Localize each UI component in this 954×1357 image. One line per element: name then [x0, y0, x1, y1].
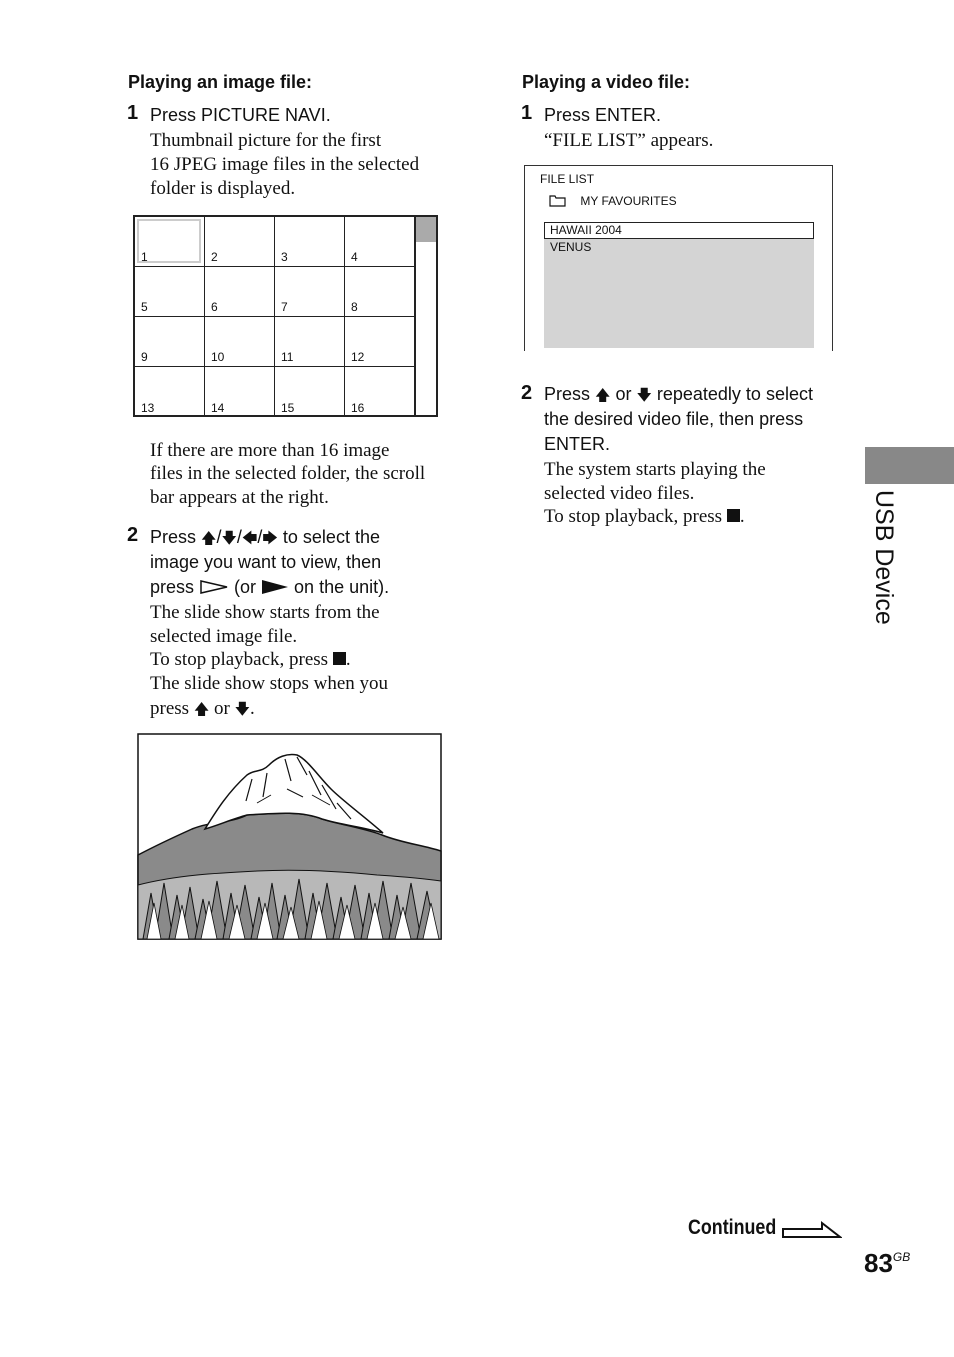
- step-body-line: selected video files.: [544, 483, 695, 504]
- up-arrow-icon: 🡅: [201, 530, 217, 547]
- thumbnail-cell[interactable]: [275, 317, 345, 367]
- continued-label: Continued: [688, 1216, 777, 1239]
- step-title: Press ENTER.: [544, 105, 662, 125]
- step-body-line: 16 JPEG image files in the selected: [150, 154, 420, 175]
- right-arrow-icon: 🡆: [262, 530, 278, 547]
- step-body-line: selected image file.: [150, 626, 298, 647]
- thumbnail-number: 16: [351, 401, 365, 415]
- step-body-line: Thumbnail picture for the first: [150, 130, 382, 151]
- folder-name: MY FAVOURITES: [580, 194, 677, 208]
- side-tab-marker: [865, 447, 954, 484]
- thumbnail-cell[interactable]: [205, 217, 275, 267]
- slideshow-mountain-image: [137, 733, 442, 940]
- section-heading-image: Playing an image file:: [128, 72, 313, 92]
- step-line: press (or on the unit).: [150, 577, 390, 597]
- thumbnail-cell[interactable]: [275, 367, 345, 417]
- step-number: 2: [521, 382, 533, 404]
- note-line: bar appears at the right.: [150, 487, 329, 508]
- thumbnail-number: 15: [281, 401, 295, 415]
- step-body-line: The slide show stops when you: [150, 673, 389, 694]
- step-number: 2: [127, 524, 139, 546]
- folder-icon: [549, 194, 567, 207]
- step-body-line: The system starts playing the: [544, 459, 766, 480]
- thumbnail-number: 5: [141, 300, 148, 314]
- stop-icon: [727, 509, 740, 522]
- step-line: Press 🡅/🡇/🡄/🡆 to select the: [150, 527, 380, 547]
- thumbnail-number: 12: [351, 350, 365, 364]
- step-number: 1: [521, 102, 533, 124]
- step-body-line: To stop playback, press .: [150, 649, 351, 670]
- thumbnail-number: 14: [211, 401, 225, 415]
- step-body-line: “FILE LIST” appears.: [544, 130, 714, 151]
- step-line: the desired video file, then press: [544, 409, 804, 429]
- thumbnail-number: 11: [281, 350, 294, 364]
- step-line: ENTER.: [544, 434, 611, 454]
- file-list-box: [544, 222, 814, 348]
- thumbnail-cell[interactable]: [345, 267, 415, 317]
- thumbnail-cell[interactable]: [135, 267, 205, 317]
- step-number: 1: [127, 102, 139, 124]
- folder-row[interactable]: [549, 194, 677, 208]
- section-heading-video: Playing a video file:: [522, 72, 691, 92]
- up-arrow-icon: 🡅: [193, 702, 210, 718]
- thumbnail-cell[interactable]: [135, 367, 205, 417]
- file-item-selected[interactable]: HAWAII 2004: [544, 222, 814, 239]
- step-body-line: press 🡅 or 🡇.: [150, 698, 255, 719]
- continued-arrow-icon: [782, 1217, 842, 1241]
- play-filled-icon: [261, 579, 289, 595]
- note-line: If there are more than 16 image: [150, 440, 390, 461]
- thumbnail-number: 7: [281, 300, 288, 314]
- thumbnail-cell[interactable]: [275, 217, 345, 267]
- file-list-title: FILE LIST: [540, 172, 595, 186]
- down-arrow-icon: 🡇: [234, 702, 250, 718]
- step-body-line: To stop playback, press .: [544, 506, 745, 527]
- scroll-thumb[interactable]: [416, 217, 436, 242]
- thumbnail-number: 4: [351, 250, 358, 264]
- thumbnail-cell[interactable]: [135, 317, 205, 367]
- left-arrow-icon: 🡄: [241, 530, 258, 547]
- play-outline-icon: [199, 579, 229, 595]
- thumbnail-number: 9: [141, 350, 148, 364]
- thumbnail-cell[interactable]: [345, 367, 415, 417]
- step-line: Press 🡅 or 🡇 repeatedly to select: [544, 384, 813, 404]
- thumbnail-cell[interactable]: [205, 367, 275, 417]
- thumbnail-cell[interactable]: [345, 217, 415, 267]
- step-body-line: folder is displayed.: [150, 178, 296, 199]
- down-arrow-icon: 🡇: [636, 387, 652, 404]
- thumbnail-number: 3: [281, 250, 288, 264]
- step-title: Press PICTURE NAVI.: [150, 105, 331, 125]
- file-list-screen: [524, 165, 833, 351]
- thumbnail-number: 8: [351, 300, 358, 314]
- down-arrow-icon: 🡇: [221, 530, 237, 547]
- thumbnail-number: 13: [141, 401, 155, 415]
- side-tab-label: USB Device: [870, 490, 898, 625]
- thumbnail-number: 2: [211, 250, 218, 264]
- thumbnail-cell[interactable]: [275, 267, 345, 317]
- file-item[interactable]: VENUS: [550, 240, 592, 254]
- thumbnail-number: 1: [141, 250, 148, 264]
- step-body-line: The slide show starts from the: [150, 602, 380, 623]
- thumbnail-number: 10: [211, 350, 225, 364]
- step-line: image you want to view, then: [150, 552, 382, 572]
- thumbnail-cell[interactable]: [205, 267, 275, 317]
- stop-icon: [333, 652, 346, 665]
- up-arrow-icon: 🡅: [595, 387, 611, 404]
- thumbnail-cell[interactable]: [135, 217, 205, 267]
- page-number: $83^{GB}$: [864, 1248, 911, 1278]
- thumbnail-cell[interactable]: [205, 317, 275, 367]
- thumbnail-grid: [133, 215, 438, 417]
- note-line: files in the selected folder, the scroll: [150, 463, 426, 484]
- thumbnail-number: 6: [211, 300, 218, 314]
- thumbnail-cell[interactable]: [345, 317, 415, 367]
- scroll-bar[interactable]: [414, 217, 436, 415]
